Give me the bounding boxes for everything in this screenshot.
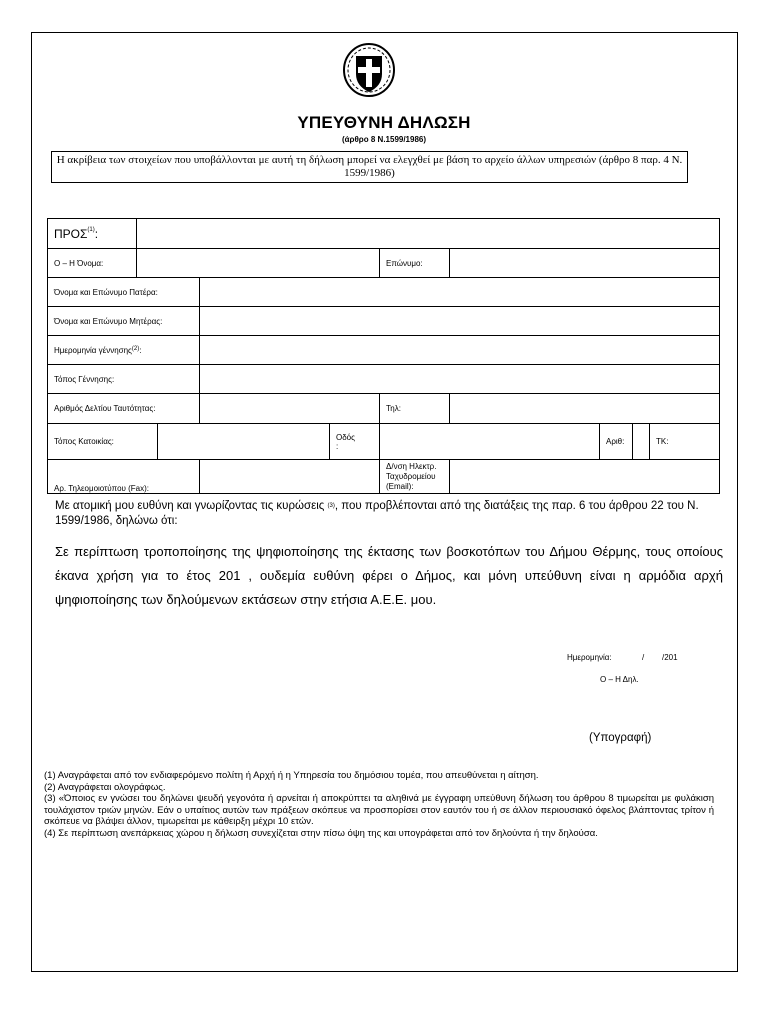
- date-slash: /: [642, 653, 645, 662]
- date-label: Ημερομηνία:: [567, 653, 612, 662]
- signature-label: (Υπογραφή): [589, 732, 652, 744]
- name-field[interactable]: [137, 249, 380, 278]
- date-year: /201: [662, 653, 678, 662]
- residence-field[interactable]: [158, 424, 330, 460]
- phone-field[interactable]: [450, 394, 720, 424]
- footnote-2: (2) Αναγράφεται ολογράφως.: [44, 781, 166, 793]
- street-label: Οδός :: [330, 424, 380, 460]
- accuracy-note: Η ακρίβεια των στοιχείων που υποβάλλονται με αυτή τη δήλωση μπορεί να ελεγχθεί με βάση το αρχείο άλλων υπηρεσιών (άρθρο 8 παρ. 4 Ν. 1599/1986): [51, 151, 688, 183]
- footnote-3: (3) «Όποιος εν γνώσει του δηλώνει ψευδή γεγονότα ή αρνείται ή αποκρύπτει τα αληθινά με έγγραφη υπεύθυνη δήλωση του άρθρου 8 τιμωρείται με φυλάκιση τουλάχιστον τριών μηνών. Εάν ο υπαίτιος αυτών των πράξεων σκόπευε να προσπορίσει στον εαυτόν του ή σε άλλον περιουσιακό όφελος βλάπτοντας τρίτον ή σκόπευε να βλάψει άλλον, τιμωρείται με κάθειρξη μέχρι 10 ετών.: [44, 793, 714, 827]
- id-number-label: Αριθμός Δελτίου Ταυτότητας:: [48, 394, 200, 424]
- greek-coat-of-arms-icon: [342, 42, 396, 98]
- name-label: Ο – Η Όνομα:: [48, 249, 137, 278]
- number-label: Αριθ:: [600, 424, 633, 460]
- footnote-1: (1) Αναγράφεται από τον ενδιαφερόμενο πολίτη ή Αρχή ή η Υπηρεσία του δημόσιου τομέα, που απευθύνεται η αίτηση.: [44, 770, 539, 781]
- footnotes: [44, 770, 714, 839]
- street-field[interactable]: [380, 424, 600, 460]
- birthdate-field[interactable]: [200, 336, 720, 365]
- father-name-field[interactable]: [200, 278, 720, 307]
- surname-label: Επώνυμο:: [380, 249, 450, 278]
- father-name-label: Όνομα και Επώνυμο Πατέρα:: [48, 278, 200, 307]
- email-field[interactable]: [450, 460, 720, 494]
- id-number-field[interactable]: [200, 394, 380, 424]
- document-subtitle: (άρθρο 8 Ν.1599/1986): [341, 135, 427, 144]
- email-label: Δ/νση Ηλεκτρ. Ταχυδρομείου (Email):: [380, 460, 450, 494]
- postcode-label: ΤΚ:: [650, 424, 720, 460]
- number-field[interactable]: [633, 424, 650, 460]
- mother-name-field[interactable]: [200, 307, 720, 336]
- declaration-intro: Με ατομική μου ευθύνη και γνωρίζοντας τις κυρώσεις $^{(3)}$, που προβλέπονται από της διατάξεις της παρ. 6 του άρθρου 22 του Ν. 1599/1986, δηλώνω ότι:: [55, 500, 699, 527]
- birthdate-label: Ημερομηνία γέννησης$^{(2)}$:: [48, 336, 200, 365]
- declaration-body: Σε περίπτωση τροποποίησης της ψηφιοποίησης της έκτασης των βοσκοτόπων του Δήμου Θέρμης, τους οποίους έκανα χρήση για το έτος 201 , ουδεμία ευθύνη φέρει ο Δήμος, και μόνη υπεύθυνη είναι η αρμόδια αρχή ψηφιοποίησης των δηλούμενων εκτάσεων στην ετήσια Α.Ε.Ε. μου.: [55, 544, 723, 607]
- footnote-4: (4) Σε περίπτωση ανεπάρκειας χώρου η δήλωση συνεχίζεται στην πίσω όψη της και υπογράφεται από τον δηλούντα ή την δηλούσα.: [44, 827, 598, 839]
- residence-label: Τόπος Κατοικίας:: [48, 424, 158, 460]
- personal-details-form: [47, 218, 720, 494]
- document-title: ΥΠΕΥΘΥΝΗ ΔΗΛΩΣΗ: [297, 113, 471, 132]
- phone-label: Τηλ:: [380, 394, 450, 424]
- fax-field[interactable]: [200, 460, 380, 494]
- mother-name-label: Όνομα και Επώνυμο Μητέρας:: [48, 307, 200, 336]
- to-field[interactable]: [137, 219, 720, 249]
- birthplace-field[interactable]: [200, 365, 720, 394]
- birthplace-label: Τόπος Γέννησης:: [48, 365, 200, 394]
- surname-field[interactable]: [450, 249, 720, 278]
- declarant-label: Ο – Η Δηλ.: [600, 675, 639, 684]
- fax-label: Αρ. Τηλεομοιοτύπου (Fax):: [48, 460, 200, 494]
- to-label: ΠΡΟΣ$^{(1)}$:: [48, 219, 137, 249]
